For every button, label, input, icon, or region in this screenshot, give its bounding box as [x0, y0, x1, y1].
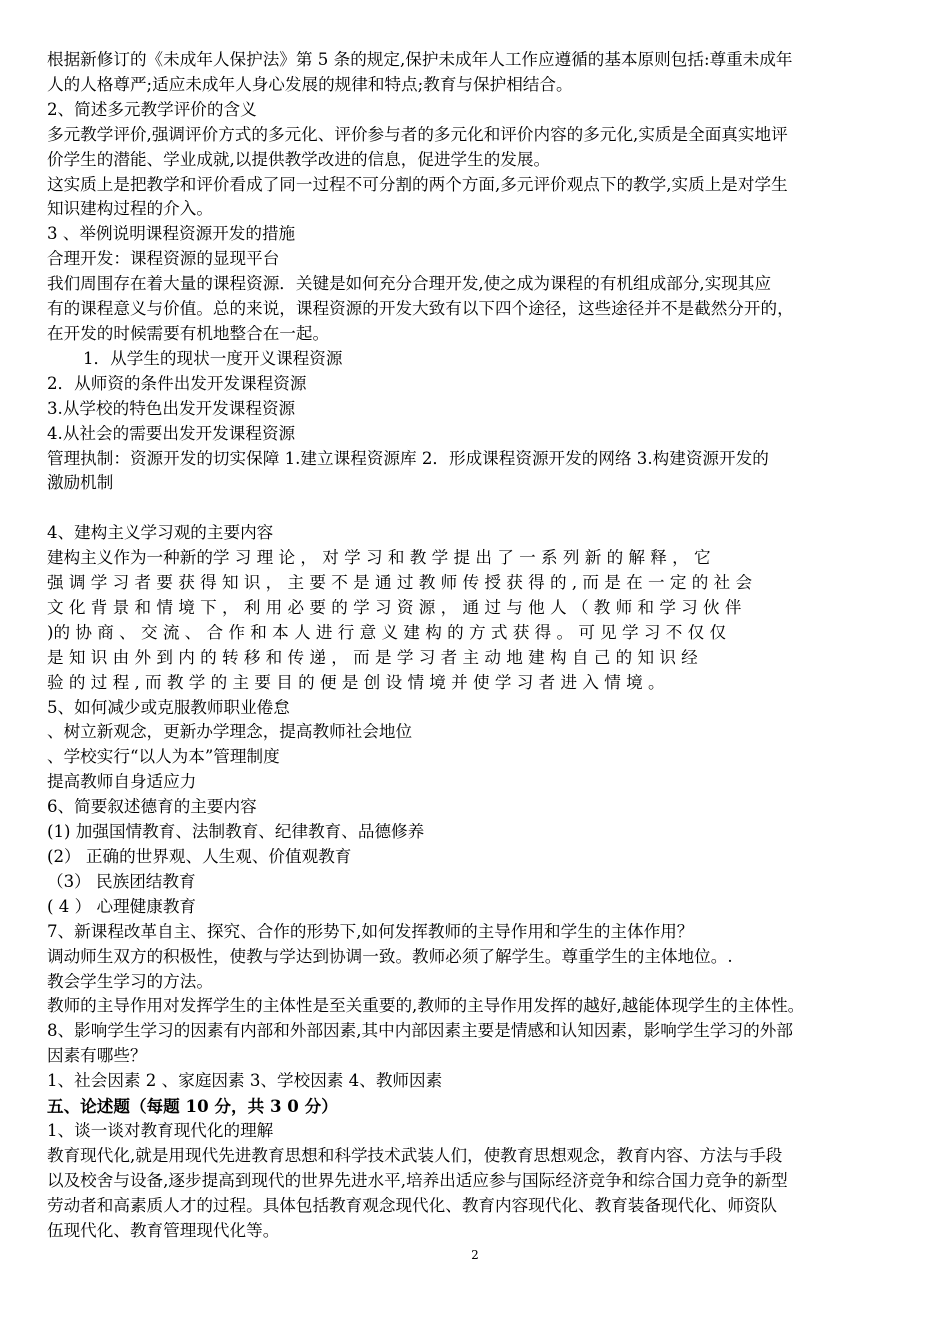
text-line: 教育现代化,就是用现代先进教育思想和科学技术武装人们，使教育思想观念，教育内容、方法与手段: [47, 1145, 783, 1165]
text-line: 这实质上是把教学和评价看成了同一过程不可分割的两个方面,多元评价观点下的教学,实质上是对学生: [47, 174, 788, 194]
text-line: 3.从学校的特色出发开发课程资源: [47, 398, 296, 418]
text-line: (1) 加强国情教育、法制教育、纪律教育、品德修养: [47, 822, 425, 842]
text-line: 验 的 过 程 , 而 教 学 的 主 要 目 的 便 是 创 设 情 境 并 使 学 习 者 进 入 情 境 。: [47, 672, 665, 692]
text-line: 管理执制：资源开发的切实保障 1.建立课程资源库 2．形成课程资源开发的网络 3.构建资源开发的: [47, 448, 769, 468]
text-line: （3） 民族团结教育: [47, 871, 196, 891]
text-line: 因素有哪些？: [47, 1046, 147, 1066]
text-line: 调动师生双方的积极性，使教与学达到协调一致。教师必须了解学生。尊重学生的主体地位。.: [47, 946, 733, 966]
text-line: 我们周围存在着大量的课程资源．关键是如何充分合理开发,使之成为课程的有机组成部分,实现其应: [47, 274, 772, 294]
text-line: 7、新课程改革自主、探究、合作的形势下,如何发挥教师的主导作用和学生的主体作用？: [47, 921, 694, 941]
text-line: 1．从学生的现状一度开义课程资源: [83, 348, 343, 368]
text-line: 4、建构主义学习观的主要内容: [47, 523, 274, 543]
text-line: 、学校实行“以人为本”管理制度: [47, 747, 280, 767]
text-line: 根据新修订的《未成年人保护法》第 5 条的规定,保护未成年人工作应遵循的基本原则包括:尊重未成年: [47, 50, 793, 69]
text-line: 教师的主导作用对发挥学生的主体性是至关重要的,教师的主导作用发挥的越好,越能体现学生的主体性。: [47, 996, 805, 1016]
text-line: 知识建构过程的介入。: [47, 199, 213, 219]
text-line: 多元教学评价,强调评价方式的多元化、评价参与者的多元化和评价内容的多元化,实质是全面真实地评: [47, 124, 788, 144]
text-line: 1、社会因素 2 、家庭因素 3、学校因素 4、教师因素: [47, 1071, 443, 1091]
text-line: 在开发的时候需要有机地整合在一起。: [47, 323, 330, 343]
text-line: 建构主义作为一种新的学 习 理 论 ， 对 学 习 和 教 学 提 出 了 一 系 列 新 的 解 释 ， 它: [47, 548, 711, 568]
text-line: 4.从社会的需要出发开发课程资源: [47, 423, 296, 443]
text-line: 激励机制: [47, 473, 114, 493]
text-line: 有的课程意义与价值。总的来说，课程资源的开发大致有以下四个途径，这些途径并不是截然分开的，: [47, 299, 794, 319]
text-line: 8、影响学生学习的因素有内部和外部因素,其中内部因素主要是情感和认知因素，影响学生学习的外部: [47, 1021, 793, 1041]
text-line: 、树立新观念，更新办学理念，提高教师社会地位: [47, 722, 413, 742]
text-line: 劳动者和高素质人才的过程。具体包括教育观念现代化、教育内容现代化、教育装备现代化、师资队: [47, 1195, 778, 1215]
text-line: 3 、举例说明课程资源开发的措施: [47, 224, 296, 244]
blank-line: [47, 496, 909, 521]
document-body: [47, 48, 909, 1243]
text-line: 是 知 识 由 外 到 内 的 转 移 和 传 递 ， 而 是 学 习 者 主 动 地 建 构 自 己 的 知 识 经: [47, 647, 698, 667]
section-heading: 五、论述题（每题 10 分，共 3 0 分）: [47, 1096, 338, 1117]
text-line: 文 化 背 景 和 情 境 下 ， 利 用 必 要 的 学 习 资 源 ， 通 过 与 他 人 （ 教 师 和 学 习 伙 伴: [47, 597, 742, 617]
text-line: 合理开发：课程资源的显现平台: [47, 249, 280, 269]
text-line: 人的人格尊严;适应未成年人身心发展的规律和特点;教育与保护相结合。: [47, 74, 573, 94]
text-line: 2．从师资的条件出发开发课程资源: [47, 373, 307, 393]
text-line: 提高教师自身适应力: [47, 772, 197, 792]
text-line: 教会学生学习的方法。: [47, 971, 213, 991]
text-line: (2） 正确的世界观、人生观、价值观教育: [47, 846, 352, 866]
text-line: 2、简述多元教学评价的含义: [47, 99, 257, 119]
text-line: 1、谈一谈对教育现代化的理解: [47, 1120, 274, 1140]
text-line: 价学生的潜能、学业成就,以提供教学改进的信息，促进学生的发展。: [47, 149, 551, 169]
page-number: 2: [471, 1248, 479, 1262]
text-line: 以及校舍与设备,逐步提高到现代的世界先进水平,培养出适应参与国际经济竞争和综合国力竞争的新型: [47, 1170, 788, 1190]
text-line: ( 4 ） 心理健康教育: [47, 896, 197, 916]
text-line: 强 调 学 习 者 要 获 得 知 识 ， 主 要 不 是 通 过 教 师 传 授 获 得 的 , 而 是 在 一 定 的 社 会: [47, 573, 753, 593]
text-line: 5、如何减少或克服教师职业倦怠: [47, 697, 290, 717]
text-line: 伍现代化、教育管理现代化等。: [47, 1220, 280, 1240]
text-line: )的 协 商 、 交 流 、 合 作 和 本 人 进 行 意 义 建 构 的 方 式 获 得 。 可 见 学 习 不 仅 仅: [47, 622, 727, 642]
text-line: 6、简要叙述德育的主要内容: [47, 797, 257, 817]
